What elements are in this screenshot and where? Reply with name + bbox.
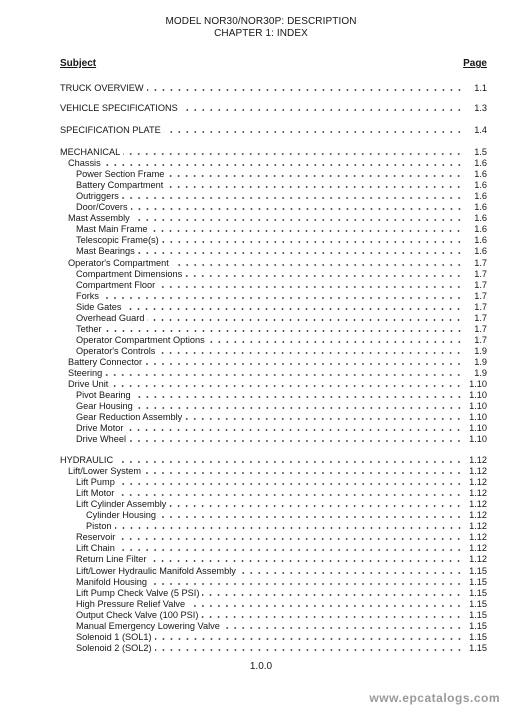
toc-entry-label: Manifold Housing	[76, 576, 147, 587]
toc-entry-label: Lift Pump	[76, 477, 115, 488]
toc-entry-label: Return Line Filter	[76, 554, 147, 565]
toc-entry-page: 1.7	[474, 290, 487, 301]
toc-entry	[60, 82, 487, 94]
dot-leader	[122, 197, 463, 199]
toc-entry-label: Operator's Controls	[76, 345, 156, 356]
dot-leader	[144, 472, 463, 474]
toc-entry-page: 1.7	[474, 312, 487, 323]
dot-leader	[155, 638, 463, 640]
toc-entry	[60, 124, 487, 136]
dot-leader	[201, 616, 463, 618]
toc-entry-label: Solenoid 1 (SOL1)	[76, 631, 152, 642]
toc-entry-page: 1.15	[469, 620, 487, 631]
toc-entry-page: 1.9	[474, 345, 487, 356]
toc-entry-label: Drive Unit	[68, 379, 109, 390]
toc-entry-page: 1.12	[469, 543, 487, 554]
toc-entry-page: 1.1	[474, 83, 487, 93]
toc-entry-label: Tether	[76, 323, 102, 334]
dot-leader	[118, 483, 463, 485]
dot-leader	[158, 286, 463, 288]
toc-entry-label: Telescopic Frame(s)	[76, 235, 159, 246]
toc-entry-page: 1.7	[474, 268, 487, 279]
toc-entry-page: 1.6	[474, 213, 487, 224]
dot-leader	[185, 418, 463, 420]
toc-entry-label: Mast Bearings	[76, 246, 135, 257]
dot-leader	[181, 109, 463, 111]
toc-entry-page: 1.10	[469, 434, 487, 445]
page-number: 1.0.0	[249, 661, 273, 672]
dot-leader	[105, 374, 463, 376]
dot-leader	[208, 341, 463, 343]
toc-entry-page: 1.7	[474, 301, 487, 312]
toc-entry-label: Power Section Frame	[76, 169, 165, 180]
toc-entry-label: Lift Motor	[76, 488, 115, 499]
toc-entry-label: SPECIFICATION PLATE	[60, 125, 161, 135]
toc-entry-page: 1.5	[474, 147, 487, 157]
toc-entry-label: Output Check Valve (100 PSI)	[76, 609, 199, 620]
toc-entry-label: Lift/Lower Hydraulic Manifold Assembly	[76, 565, 236, 576]
toc-entry-label: Overhead Guard	[76, 312, 145, 323]
toc-entry-label: Operator Compartment Options	[76, 334, 205, 345]
dot-leader	[115, 527, 463, 529]
toc-entry-page: 1.7	[474, 334, 487, 345]
dot-leader	[223, 627, 463, 629]
dot-leader	[116, 461, 463, 463]
dot-leader	[150, 230, 463, 232]
toc-entry-label: Mast Assembly	[68, 213, 130, 224]
toc-entry	[76, 642, 487, 654]
toc-entry-page: 1.9	[474, 368, 487, 378]
toc-entry-page: 1.12	[469, 499, 487, 510]
toc-entry-label: Mast Main Frame	[76, 224, 148, 235]
watermark: www.epcatalogs.com	[369, 691, 500, 705]
dot-leader	[102, 297, 463, 299]
dot-leader	[133, 219, 463, 221]
toc-entry-page: 1.4	[474, 125, 487, 135]
toc-entry-page: 1.15	[469, 576, 487, 587]
dot-leader	[158, 352, 463, 354]
dot-leader	[129, 440, 463, 442]
dot-leader	[185, 275, 463, 277]
toc-entry-label: Side Gates	[76, 301, 122, 312]
toc-entry-label: Gear Housing	[76, 401, 133, 412]
toc-entry-label: Door/Covers	[76, 202, 128, 213]
toc-entry-page: 1.15	[469, 631, 487, 642]
dot-leader	[150, 583, 463, 585]
dot-leader	[147, 89, 463, 91]
toc-entry-page: 1.12	[469, 455, 487, 465]
toc-entry-page: 1.7	[474, 323, 487, 334]
chapter-title: CHAPTER 1: INDEX	[214, 28, 308, 39]
toc-entry-label: MECHANICAL	[60, 147, 121, 157]
toc-entry-label: Chassis	[68, 158, 101, 169]
dot-leader	[111, 385, 463, 387]
toc-entry-page: 1.6	[474, 235, 487, 246]
toc-entry-label: HYDRAULIC	[60, 455, 114, 465]
toc-entry-label: Steering	[68, 368, 103, 378]
dot-leader	[159, 516, 463, 518]
subject-column-header: Subject	[60, 58, 97, 69]
toc-entry-label: Drive Motor	[76, 423, 124, 434]
toc-entry-label: Drive Wheel	[76, 434, 127, 445]
dot-leader	[131, 208, 463, 210]
toc-entry-page: 1.7	[474, 257, 487, 268]
dot-leader	[123, 153, 463, 155]
toc-entry-page: 1.12	[469, 510, 487, 521]
toc-entry-page: 1.12	[469, 488, 487, 499]
dot-leader	[136, 407, 463, 409]
toc-entry-label: Lift/Lower System	[68, 466, 142, 477]
toc-entry-page: 1.6	[474, 246, 487, 257]
dot-leader	[167, 175, 463, 177]
toc-entry-page: 1.9	[474, 356, 487, 367]
toc-entry-label: VEHICLE SPECIFICATIONS	[60, 103, 178, 113]
toc-entry-page: 1.15	[469, 642, 487, 653]
dot-leader	[147, 319, 463, 321]
toc-entry-page: 1.12	[469, 554, 487, 565]
dot-leader	[162, 241, 463, 243]
dot-leader	[126, 429, 463, 431]
dot-leader	[166, 186, 463, 188]
toc-entry-label: Compartment Floor	[76, 279, 156, 290]
toc-entry-label: TRUCK OVERVIEW	[60, 83, 144, 93]
toc-entry-page: 1.6	[474, 180, 487, 191]
toc-entry-label: Lift Chain	[76, 543, 115, 554]
toc-entry-page: 1.12	[469, 521, 487, 532]
toc-entry-label: Forks	[76, 290, 99, 301]
toc-entry-label: Battery Compartment	[76, 180, 164, 191]
toc-entry-label: Gear Reduction Assembly	[76, 412, 183, 423]
dot-leader	[239, 572, 463, 574]
toc-entry-page: 1.12	[469, 532, 487, 543]
toc-entry-label: Solenoid 2 (SOL2)	[76, 642, 152, 653]
toc-entry-page: 1.10	[469, 401, 487, 412]
toc-entry-page: 1.15	[469, 609, 487, 620]
toc-entry-label: Lift Cylinder Assembly	[76, 499, 167, 510]
toc-entry-page: 1.10	[469, 412, 487, 423]
dot-leader	[188, 605, 463, 607]
dot-leader	[145, 363, 463, 365]
toc-entry-page: 1.15	[469, 587, 487, 598]
document-title: MODEL NOR30/NOR30P: DESCRIPTION	[165, 16, 357, 27]
dot-leader	[202, 594, 463, 596]
dot-leader	[105, 330, 463, 332]
toc-entry-page: 1.7	[474, 279, 487, 290]
toc-entry-page: 1.6	[474, 158, 487, 169]
toc-entry-page: 1.15	[469, 565, 487, 576]
dot-leader	[124, 308, 463, 310]
dot-leader	[164, 131, 463, 133]
dot-leader	[169, 505, 463, 507]
toc-entry-page: 1.10	[469, 379, 487, 390]
dot-leader	[149, 560, 463, 562]
toc-entry-page: 1.15	[469, 598, 487, 609]
toc-entry-page: 1.6	[474, 191, 487, 202]
toc-entry-label: Battery Connector	[68, 356, 143, 367]
toc-entry-label: Pivot Bearing	[76, 390, 131, 401]
page-column-header: Page	[463, 58, 487, 69]
toc-entry-label: Piston	[86, 521, 112, 532]
toc-entry	[76, 433, 487, 445]
toc-entry-page: 1.10	[469, 390, 487, 401]
toc-entry-page: 1.6	[474, 169, 487, 180]
toc-entry-label: Compartment Dimensions	[76, 268, 183, 279]
toc-entry-label: Lift Pump Check Valve (5 PSI)	[76, 587, 200, 598]
dot-leader	[155, 649, 463, 651]
toc-entry-label: Manual Emergency Lowering Valve	[76, 620, 220, 631]
dot-leader	[118, 538, 463, 540]
toc-entry-page: 1.12	[469, 466, 487, 477]
dot-leader	[118, 549, 463, 551]
dot-leader	[172, 264, 463, 266]
dot-leader	[134, 396, 463, 398]
dot-leader	[104, 164, 463, 166]
toc-entry-page: 1.6	[474, 202, 487, 213]
dot-leader	[117, 494, 463, 496]
toc-entry-page: 1.6	[474, 224, 487, 235]
toc-entry-label: High Pressure Relief Valve	[76, 598, 186, 609]
toc-entry-label: Outriggers	[76, 191, 119, 202]
toc-entry-page: 1.3	[474, 103, 487, 113]
toc-entry-page: 1.10	[469, 423, 487, 434]
toc-entry-label: Cylinder Housing	[86, 510, 156, 521]
toc-entry	[60, 102, 487, 114]
toc-entry-label: Operator's Compartment	[68, 257, 169, 268]
toc-entry-page: 1.12	[469, 477, 487, 488]
toc-entry-label: Reservoir	[76, 532, 116, 543]
dot-leader	[138, 252, 463, 254]
